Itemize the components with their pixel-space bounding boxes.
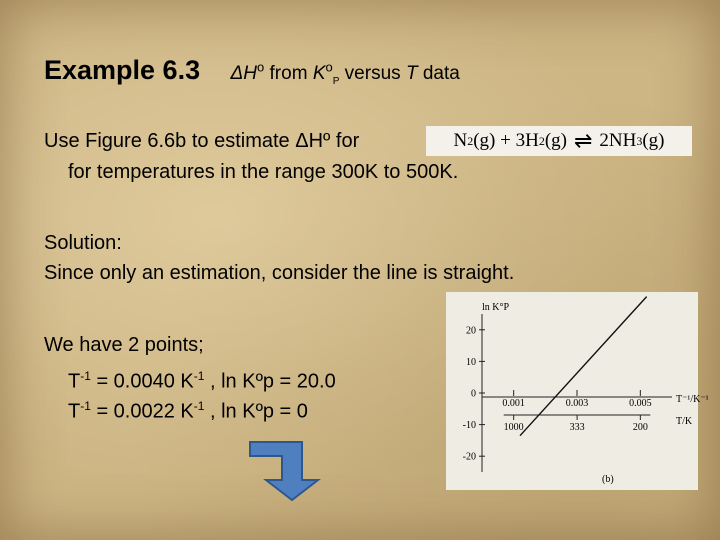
t-tick-label-1: 333	[569, 422, 585, 433]
p2-t-exp: -1	[80, 399, 91, 413]
point-2	[68, 399, 308, 424]
title-from: from	[264, 63, 313, 84]
title-subject	[230, 59, 460, 87]
k-degree: o	[325, 59, 333, 75]
points-intro: We have 2 points;	[44, 334, 204, 356]
k-subscript: P	[332, 75, 340, 87]
down-arrow-icon	[246, 438, 326, 504]
example-number: Example 6.3	[44, 55, 201, 85]
arrow-shape	[250, 442, 318, 500]
delta-h-symbol: ΔH	[230, 63, 258, 84]
title-versus: versus	[339, 63, 406, 84]
solution-label: Solution:	[44, 232, 122, 254]
nh3-subscript: 3	[636, 133, 643, 148]
x-tick-label-0: 0.001	[502, 398, 525, 409]
n-subscript: 2	[467, 133, 474, 148]
y-tick-label-1: 10	[466, 356, 476, 368]
k-symbol: K	[312, 63, 326, 84]
t-symbol: T	[405, 63, 418, 84]
phase-g: (g)	[544, 130, 567, 151]
t-axis-label: T/K	[676, 416, 693, 427]
x-tick-label-2: 0.005	[629, 398, 652, 409]
x-tick-label-1: 0.003	[565, 398, 589, 409]
y-tick-label-2: 0	[471, 388, 476, 400]
h-subscript: 2	[538, 133, 545, 148]
p1-lnk: , ln Kºp = 20.0	[204, 370, 336, 393]
intro-line-2: for temperatures in the range 300K to 500K.	[68, 161, 459, 183]
p1-value: = 0.0040 K	[90, 370, 194, 393]
p1-t-exp: -1	[80, 369, 91, 383]
y-axis-label: ln K°P	[482, 302, 510, 313]
p2-value: = 0.0022 K	[90, 400, 194, 423]
solution-text: Since only an estimation, consider the line is straight.	[44, 262, 515, 284]
p2-lnk: , ln Kºp = 0	[204, 400, 308, 423]
reaction-equation	[426, 126, 692, 156]
p2-k-exp: -1	[193, 399, 205, 413]
point-1	[68, 369, 336, 394]
product-phase: (g)	[642, 130, 665, 151]
intro-line-1: Use Figure 6.6b to estimate ΔHº for	[44, 130, 360, 152]
p1-k-exp: -1	[193, 369, 205, 383]
degree-mark: o	[257, 59, 265, 75]
y-tick-label-4: -20	[462, 451, 476, 463]
ammonia: 2NH	[599, 130, 637, 151]
panel-label: (b)	[602, 474, 614, 485]
t-tick-label-2: 200	[632, 422, 648, 433]
p2-t: T	[68, 400, 81, 423]
p1-t: T	[68, 370, 81, 393]
x-axis-label: T⁻¹/K⁻¹	[676, 394, 709, 405]
y-tick-label-0: 20	[466, 325, 476, 337]
title-data: data	[417, 63, 460, 84]
reactant-text: (g) + 3H	[473, 130, 539, 151]
y-tick-label-3: -10	[462, 420, 476, 432]
plot-background	[446, 292, 698, 490]
t-tick-label-0: 1000	[503, 422, 524, 433]
slide-title	[44, 55, 460, 87]
nitrogen: N	[453, 130, 468, 151]
equilibrium-arrow-icon: ⇌	[573, 128, 593, 153]
lnk-vs-inverse-t-plot	[446, 292, 709, 490]
